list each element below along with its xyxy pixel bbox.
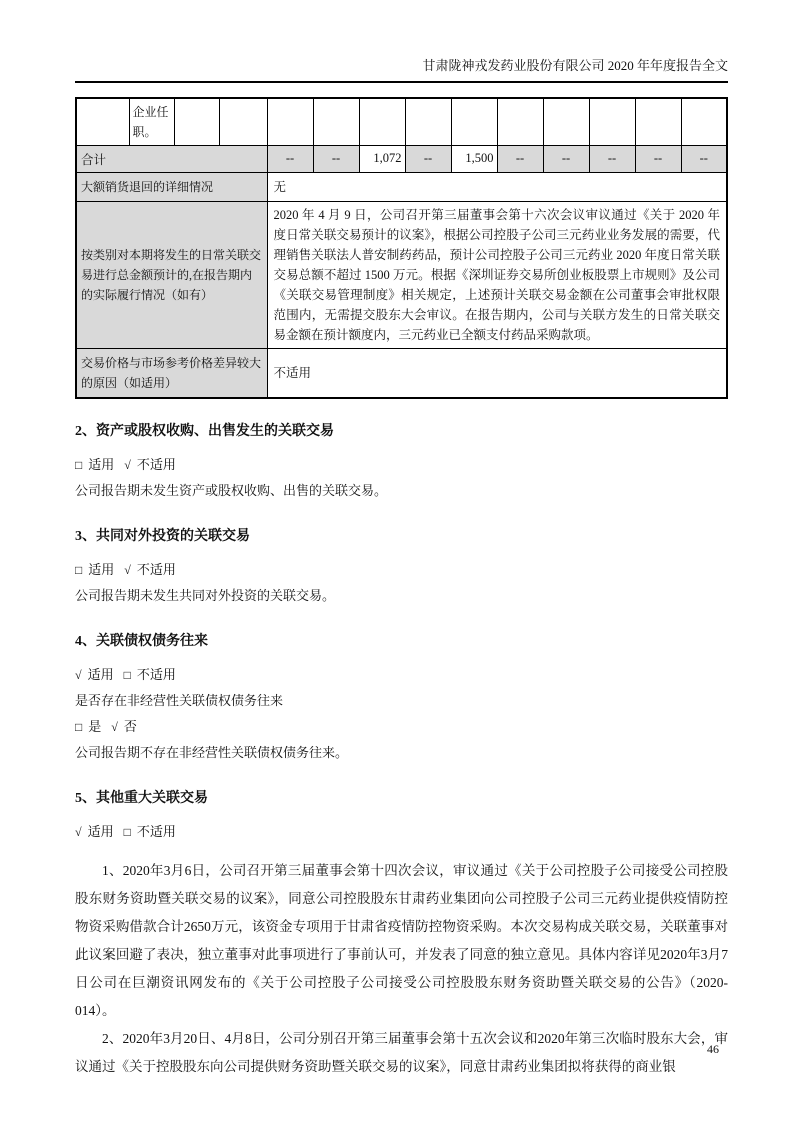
no-label: 否 [123,719,137,734]
total-value-cell: 1,500 [451,145,497,172]
empty-cell [543,98,589,145]
total-value-cell: -- [497,145,543,172]
empty-cell [589,98,635,145]
applicable-label: 适用 [87,667,114,682]
applicability-line [75,819,728,845]
row-value-cell: 不适用 [267,348,727,398]
applicable-label: 适用 [88,562,115,577]
total-value-cell: -- [589,145,635,172]
not-applicable-label: 不适用 [136,824,176,839]
checkbox-icon: □ [75,720,83,734]
applicability-line [75,452,728,478]
empty-cell [497,98,543,145]
empty-cell [174,98,219,145]
empty-cell [267,98,313,145]
not-applicable-label: 不适用 [136,562,176,577]
section-other-major-transactions [75,790,728,1081]
total-value-cell: -- [405,145,451,172]
row-label-cell: 大额销货退回的详细情况 [76,172,267,201]
section-heading: 5、其他重大关联交易 [75,791,208,806]
table-row-estimate-performance [76,201,727,348]
not-applicable-label: 不适用 [136,457,176,472]
applicable-label: 适用 [87,824,114,839]
total-value-cell: -- [313,145,359,172]
row-label-cell: 交易价格与市场参考价格差异较大的原因（如适用） [76,348,267,398]
question-line: 是否存在非经营性关联债权债务往来 [75,693,284,708]
table-row-continuation [76,98,727,145]
total-label-cell: 合计 [76,145,267,172]
check-icon: √ [75,825,82,839]
empty-cell [359,98,405,145]
checkbox-icon: □ [123,825,131,839]
check-icon: √ [111,720,118,734]
section-body-text: 公司报告期未发生共同对外投资的关联交易。 [75,588,336,603]
section-joint-investment [75,528,728,609]
empty-cell [219,98,267,145]
applicable-label: 适用 [88,457,115,472]
empty-cell [635,98,681,145]
section-body-text: 公司报告期未发生资产或股权收购、出售的关联交易。 [75,483,388,498]
continuation-text-cell: 企业任职。 [129,98,174,145]
yes-label: 是 [88,719,102,734]
table-row-price-difference [76,348,727,398]
page-header-title: 甘肃陇神戎发药业股份有限公司 2020 年年度报告全文 [75,58,728,83]
section-heading: 4、关联债权债务往来 [75,634,208,649]
total-value-cell: -- [543,145,589,172]
checkbox-icon: □ [75,563,83,577]
total-value-cell: -- [267,145,313,172]
section-heading: 3、共同对外投资的关联交易 [75,529,250,544]
check-icon: √ [124,458,131,472]
empty-cell [76,98,129,145]
check-icon: √ [124,563,131,577]
row-value-cell: 无 [267,172,727,201]
applicability-line [75,662,728,688]
empty-cell [405,98,451,145]
check-icon: √ [75,668,82,682]
not-applicable-label: 不适用 [136,667,176,682]
section-heading: 2、资产或股权收购、出售发生的关联交易 [75,424,334,439]
row-label-cell: 按类别对本期将发生的日常关联交易进行总金额预计的,在报告期内的实际履行情况（如有） [76,201,267,348]
paragraph: 2、2020年3月20日、4月8日，公司分别召开第三届董事会第十五次会议和2020年第三次临时股东大会，审议通过《关于控股股东向公司提供财务资助暨关联交易的议案》，同意甘肃药业集团拟将获得的商业银 [75,1031,728,1074]
row-value-cell: 2020 年 4 月 9 日，公司召开第三届董事会第十六次会议审议通过《关于 2020 年度日常关联交易预计的议案》，根据公司控股子公司三元药业业务发展的需要，代理销售关联法人普安制药药品，预计公司控股子公司三元药业 2020 年度日常关联交易总额不超过 1500 万元。根据《深圳证券交易所创业板股票上市规则》及公司《关联交易管理制度》相关规定，上述预计关联交易金额在公司董事会审批权限范围内，无需提交股东大会审议。在报告期内，公司与关联方发生的日常关联交易金额在预计额度内，三元药业已全额支付药品采购款项。 [267,201,727,348]
empty-cell [451,98,497,145]
section-body-text: 公司报告期不存在非经营性关联债权债务往来。 [75,745,349,760]
page-number: 46 [707,1042,719,1056]
section-related-credit-debt [75,633,728,766]
table-row-total [76,145,727,172]
applicability-line [75,557,728,583]
related-party-transactions-table [75,97,728,399]
table-row-sales-returns [76,172,727,201]
empty-cell [681,98,727,145]
section-asset-equity-transactions [75,423,728,504]
paragraph: 1、2020年3月6日，公司召开第三届董事会第十四次会议，审议通过《关于公司控股子公司接受公司控股股东财务资助暨关联交易的议案》，同意公司控股股东甘肃药业集团向公司控股子公司三元药业提供疫情防控物资采购借款合计2650万元，该资金专项用于甘肃省疫情防控物资采购。本次交易构成关联交易，关联董事对此议案回避了表决，独立董事对此事项进行了事前认可，并发表了同意的独立意见。具体内容详见2020年3月7日公司在巨潮资讯网发布的《关于公司控股子公司接受公司控股股东财务资助暨关联交易的公告》（2020-014）。 [75,863,728,1018]
checkbox-icon: □ [123,668,131,682]
total-value-cell: -- [635,145,681,172]
checkbox-icon: □ [75,458,83,472]
yes-no-line [75,714,728,740]
total-value-cell: 1,072 [359,145,405,172]
total-value-cell: -- [681,145,727,172]
empty-cell [313,98,359,145]
